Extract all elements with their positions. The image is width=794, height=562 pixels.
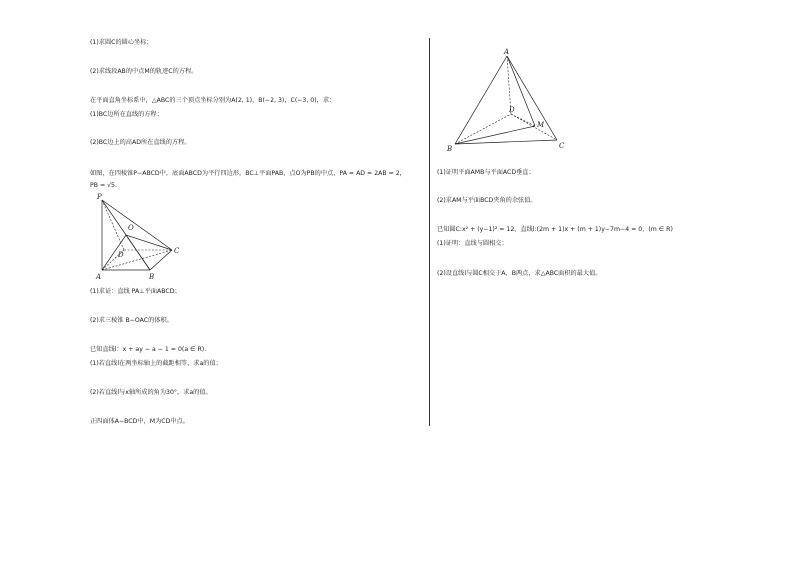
vertex-label: D [118, 251, 124, 259]
vertex-label: B [447, 145, 453, 153]
tetrahedron-figure [445, 44, 575, 154]
question-text: (2)若直线l与x轴所成的角为30°，求a的值。 [90, 389, 212, 396]
question-text: (2)求AM与平面BCD夹角的余弦值。 [437, 197, 537, 204]
vertex-label: C [174, 247, 180, 255]
vertex-label: M [537, 121, 545, 129]
question-text: 如图，在四棱锥P−ABCD中，底面ABCD为平行四边形，BC⊥平面PAB，点O为PB的中点，PA = AD = 2AB = 2， [90, 170, 406, 177]
question-text: 已知圆C:x² + (y−1)² = 12，直线l:(2m + 1)x + (m + 1)y−7m−4 = 0，(m ∈ R) [437, 226, 673, 233]
question-text: PB = √5. [90, 182, 117, 189]
question-text: (2)BC边上的高AD所在直线的方程。 [90, 139, 191, 146]
question-text: (1)BC边所在直线的方程； [90, 111, 163, 118]
question-text: 在平面直角坐标系中，△ABC的三个顶点坐标分别为A(2, 1)，B(−2, 3)，C(−3, 0)，求： [90, 97, 336, 104]
question-text: (1)证明：直线与圆相交； [437, 240, 508, 247]
question-text: (1)若直线l在两坐标轴上的截距相等，求a的值； [90, 360, 222, 367]
question-text: 已知直线l：x + ay − a − 1 = 0(a ∈ R). [90, 346, 207, 353]
vertex-label: C [559, 142, 565, 150]
question-text: (2)求线段AB的中点M的轨迹C的方程。 [90, 68, 198, 75]
vertex-label: A [96, 273, 102, 281]
question-text: (2)设直线l与圆C相交于A，B两点，求△ABC面积的最大值。 [437, 270, 602, 277]
question-text: (1)求证：直线 PA⊥平面ABCD； [90, 288, 181, 295]
pyramid-figure [94, 192, 184, 282]
vertex-label: P [97, 193, 102, 201]
question-text: (2)求三棱锥 B−OAC的体积。 [90, 317, 173, 324]
vertex-label: O [128, 224, 134, 232]
question-text: (1)证明平面AMB与平面ACD垂直； [437, 169, 535, 176]
question-text: 正四面体A−BCD中，M为CD中点。 [90, 418, 189, 425]
vertex-label: B [149, 273, 155, 281]
question-text: (1)求圆C的圆心坐标； [90, 39, 153, 46]
column-divider [429, 38, 430, 426]
vertex-label: D [509, 106, 515, 114]
vertex-label: A [504, 48, 510, 56]
